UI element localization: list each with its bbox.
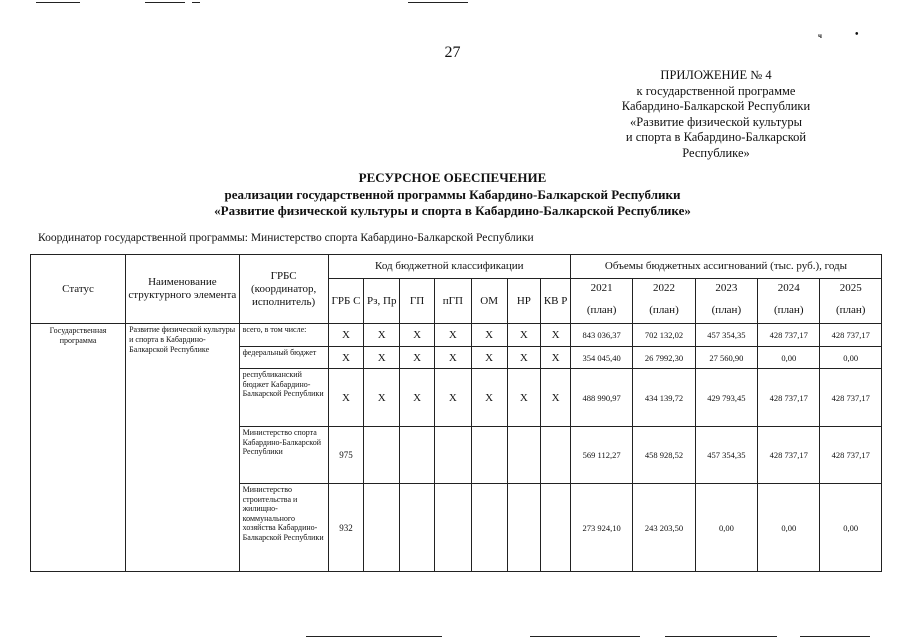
- value-cell: 273 924,10: [570, 484, 632, 572]
- code-cell: 975: [328, 427, 364, 484]
- scan-line: [36, 2, 80, 3]
- value-cell: 428 737,17: [820, 427, 882, 484]
- code-cell: X: [364, 324, 400, 347]
- code-cell: X: [541, 347, 571, 369]
- code-cell: [471, 427, 507, 484]
- scan-line: [800, 636, 870, 637]
- code-cell: [471, 484, 507, 572]
- value-cell: 702 132,02: [633, 324, 695, 347]
- header-code: НР: [507, 279, 541, 324]
- code-cell: [541, 427, 571, 484]
- value-cell: 428 737,17: [758, 369, 820, 427]
- appendix-line: Республике»: [682, 145, 750, 160]
- code-cell: X: [328, 347, 364, 369]
- page-number: 27: [444, 44, 461, 61]
- scan-line: [145, 2, 185, 3]
- scan-line: [530, 636, 640, 637]
- header-plan: (план): [758, 299, 820, 324]
- value-cell: 843 036,37: [570, 324, 632, 347]
- scan-line: [192, 2, 200, 3]
- header-code: ОМ: [471, 279, 507, 324]
- header-year: 2021: [570, 279, 632, 299]
- grbs-cell: федеральный бюджет: [239, 347, 328, 369]
- scan-line: [306, 636, 442, 637]
- value-cell: 354 045,40: [570, 347, 632, 369]
- grbs-cell: Министерство спорта Кабардино-Балкарской Республики: [239, 427, 328, 484]
- grbs-cell: всего, в том числе:: [239, 324, 328, 347]
- code-cell: X: [541, 369, 571, 427]
- value-cell: 0,00: [820, 347, 882, 369]
- value-cell: 569 112,27: [570, 427, 632, 484]
- header-plan: (план): [633, 299, 695, 324]
- value-cell: 458 928,52: [633, 427, 695, 484]
- code-cell: X: [328, 369, 364, 427]
- value-cell: 457 354,35: [695, 427, 757, 484]
- header-code-group: Код бюджетной классификации: [328, 255, 570, 279]
- code-cell: [434, 427, 471, 484]
- code-cell: [364, 484, 400, 572]
- header-budget-group: Объемы бюджетных ассигнований (тыс. руб.), годы: [570, 255, 881, 279]
- header-element-name: Наименование структурного элемента: [126, 255, 240, 324]
- code-cell: X: [507, 369, 541, 427]
- header-year: 2022: [633, 279, 695, 299]
- value-cell: 0,00: [695, 484, 757, 572]
- code-cell: 932: [328, 484, 364, 572]
- appendix-line: к государственной программе: [636, 83, 796, 98]
- header-plan: (план): [695, 299, 757, 324]
- code-cell: [541, 484, 571, 572]
- header-code: КВ Р: [541, 279, 571, 324]
- header-code: ГРБ С: [328, 279, 364, 324]
- value-cell: 428 737,17: [758, 324, 820, 347]
- value-cell: 0,00: [820, 484, 882, 572]
- code-cell: X: [434, 369, 471, 427]
- header-year: 2025: [820, 279, 882, 299]
- scan-line: [665, 636, 777, 637]
- header-code: пГП: [434, 279, 471, 324]
- value-cell: 457 354,35: [695, 324, 757, 347]
- table-row: [31, 324, 882, 347]
- code-cell: X: [328, 324, 364, 347]
- code-cell: X: [471, 347, 507, 369]
- value-cell: 0,00: [758, 484, 820, 572]
- code-cell: X: [400, 369, 435, 427]
- code-cell: X: [400, 324, 435, 347]
- appendix-line: Кабардино-Балкарской Республики: [621, 99, 811, 114]
- header-plan: (план): [570, 299, 632, 324]
- appendix-line: «Развитие физической культуры: [630, 114, 802, 129]
- header-year: 2024: [758, 279, 820, 299]
- code-cell: X: [434, 347, 471, 369]
- code-cell: [434, 484, 471, 572]
- title-line: реализации государственной программы Кабардино-Балкарской Республики: [224, 186, 681, 202]
- value-cell: 428 737,17: [820, 369, 882, 427]
- code-cell: [364, 427, 400, 484]
- code-cell: X: [400, 347, 435, 369]
- title-line: «Развитие физической культуры и спорта в Кабардино-Балкарской Республике»: [214, 203, 691, 218]
- value-cell: 429 793,45: [695, 369, 757, 427]
- header-plan: (план): [820, 299, 882, 324]
- code-cell: X: [507, 347, 541, 369]
- scan-line: [408, 2, 468, 3]
- code-cell: X: [364, 347, 400, 369]
- code-cell: [507, 484, 541, 572]
- code-cell: X: [471, 324, 507, 347]
- element-name-cell: Развитие физической культуры и спорта в Кабардино-Балкарской Республике: [126, 324, 240, 572]
- code-cell: X: [471, 369, 507, 427]
- code-cell: X: [507, 324, 541, 347]
- value-cell: 434 139,72: [633, 369, 695, 427]
- scan-mark: •: [855, 29, 859, 40]
- header-year: 2023: [695, 279, 757, 299]
- scan-mark: ч: [818, 32, 822, 40]
- code-cell: [400, 427, 435, 484]
- header-code: ГП: [400, 279, 435, 324]
- value-cell: 488 990,97: [570, 369, 632, 427]
- appendix-line: ПРИЛОЖЕНИЕ № 4: [660, 68, 772, 82]
- value-cell: 428 737,17: [820, 324, 882, 347]
- coordinator-line: Координатор государственной программы: Министерство спорта Кабардино-Балкарской Республики: [38, 232, 534, 244]
- appendix-line: и спорта в Кабардино-Балкарской: [625, 130, 807, 145]
- value-cell: 428 737,17: [758, 427, 820, 484]
- header-status: Статус: [31, 255, 126, 324]
- value-cell: 27 560,90: [695, 347, 757, 369]
- status-cell: Государственная программа: [31, 324, 126, 572]
- appendix-block: [596, 68, 836, 162]
- grbs-cell: республиканский бюджет Кабардино-Балкарской Республики: [239, 369, 328, 427]
- code-cell: [507, 427, 541, 484]
- value-cell: 0,00: [758, 347, 820, 369]
- code-cell: [400, 484, 435, 572]
- header-grbs: ГРБС (координатор, исполнитель): [239, 255, 328, 324]
- title-line: РЕСУРСНОЕ ОБЕСПЕЧЕНИЕ: [358, 170, 547, 185]
- value-cell: 243 203,50: [633, 484, 695, 572]
- code-cell: X: [541, 324, 571, 347]
- code-cell: X: [434, 324, 471, 347]
- document-title: [0, 170, 905, 220]
- value-cell: 26 7992,30: [633, 347, 695, 369]
- code-cell: X: [364, 369, 400, 427]
- grbs-cell: Министерство строительства и жилищно-коммунального хозяйства Кабардино-Балкарской Республики: [239, 484, 328, 572]
- header-code: Рз, Пр: [364, 279, 400, 324]
- resource-table: [30, 254, 882, 572]
